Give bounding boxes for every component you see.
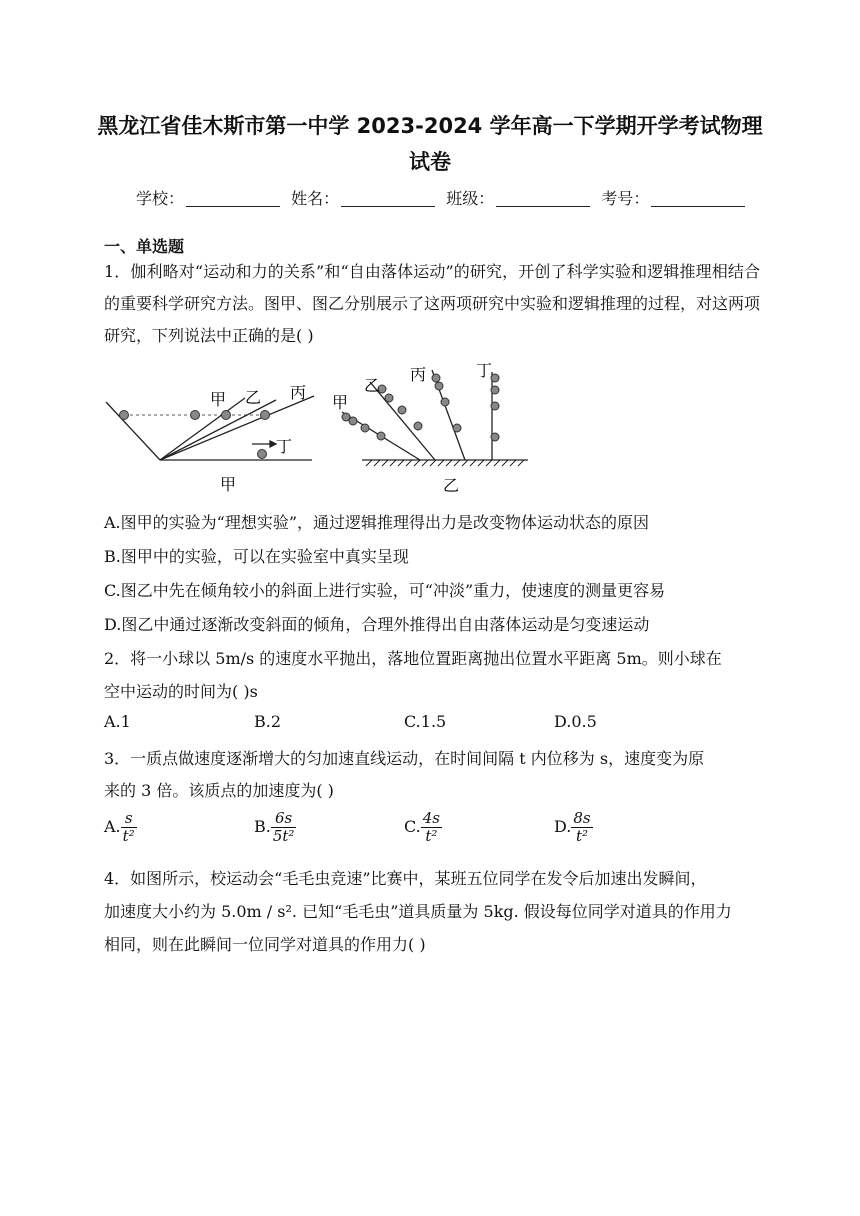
left-caption: 甲 (220, 475, 237, 494)
fraction (571, 810, 592, 845)
school-blank[interactable] (186, 190, 280, 207)
ball (432, 374, 440, 382)
class-label: 班级： (446, 189, 495, 208)
ball (491, 374, 499, 382)
q1-option-a[interactable]: A.图甲的实验为“理想实验”，通过逻辑推理得出力是改变物体运动状态的原因 (104, 513, 650, 532)
q3-option-a[interactable] (104, 810, 137, 845)
ball (435, 382, 443, 390)
q1-stem: 1．伽利略对“运动和力的关系”和“自由落体运动”的研究，开创了科学实验和逻辑推理相结合的重要科学研究方法。图甲、图乙分别展示了这两项研究中实验和逻辑推理的过程，对这两项研究，下列说法中正确的是( ) (104, 262, 761, 345)
fraction (271, 810, 297, 845)
q2-line2: 空中运动的时间为( )s (104, 682, 258, 701)
q3-line1: 3．一质点做速度逐渐增大的匀加速直线运动，在时间间隔 t 内位移为 s，速度变为原 (104, 749, 705, 768)
label-yi: 乙 (245, 388, 262, 407)
right-caption: 乙 (443, 476, 460, 495)
ball (491, 386, 499, 394)
fraction (421, 810, 442, 845)
ball (222, 411, 231, 420)
class-blank[interactable] (496, 190, 590, 207)
q4-line2: 加速度大小约为 5.0m / s². 已知“毛毛虫”道具质量为 5kg. 假设每位同学对道具的作用力 (104, 902, 732, 921)
label-bing-right: 丙 (410, 365, 427, 384)
ball (414, 422, 422, 430)
numerator: s (121, 810, 137, 828)
ball (385, 394, 393, 402)
ball (361, 424, 369, 432)
ball (261, 411, 270, 420)
q3-option-d[interactable] (554, 810, 593, 845)
q2-option-a[interactable]: A.1 (104, 712, 131, 731)
q1-option-c[interactable]: C.图乙中先在倾角较小的斜面上进行实验，可“冲淡”重力，使速度的测量更容易 (104, 581, 666, 600)
option-label: A. (104, 817, 121, 836)
denominator: t² (122, 827, 135, 845)
ball (349, 417, 357, 425)
q1-option-b[interactable]: B.图甲中的实验，可以在实验室中真实呈现 (104, 547, 409, 566)
denominator: t² (425, 827, 438, 845)
ball (377, 432, 385, 440)
numerator: 8s (573, 809, 591, 827)
q2-option-d[interactable]: D.0.5 (554, 712, 597, 731)
ball (441, 398, 449, 406)
ball (491, 433, 499, 441)
q2-option-b[interactable]: B.2 (254, 712, 282, 731)
q2-option-c[interactable]: C.1.5 (404, 712, 447, 731)
ball (120, 411, 129, 420)
option-label: D. (554, 817, 572, 836)
ball (491, 402, 499, 410)
numerator: 4s (422, 809, 441, 827)
student-info-row (136, 186, 736, 209)
exam-number-blank[interactable] (651, 190, 745, 207)
denominator: 5t² (272, 827, 295, 845)
section-title: 一、单选题 (104, 237, 185, 256)
school-label: 学校： (136, 189, 185, 208)
exam-title-line1: 黑龙江省佳木斯市第一中学 2023-2024 学年高一下学期开学考试物理 (97, 114, 763, 138)
ball (453, 424, 461, 432)
q1-figure (100, 360, 540, 500)
name-blank[interactable] (341, 190, 435, 207)
ball (258, 450, 267, 459)
numerator: 6s (271, 810, 297, 828)
ball (191, 411, 200, 420)
option-label: C. (404, 817, 421, 836)
exam-title-line2: 试卷 (409, 150, 451, 174)
q2-line1: 2．将一小球以 5m/s 的速度水平抛出，落地位置距离抛出位置水平距离 5m。则小球在 (104, 649, 722, 668)
label-yi-right: 乙 (364, 376, 381, 395)
label-ding-right: 丁 (476, 361, 493, 380)
q3-option-c[interactable] (404, 810, 442, 845)
label-ding: 丁 (276, 437, 293, 456)
q4-line3: 相同，则在此瞬间一位同学对道具的作用力( ) (104, 935, 426, 954)
q1-option-d[interactable]: D.图乙中通过逐渐改变斜面的倾角，合理外推得出自由落体运动是匀变速运动 (104, 615, 650, 634)
ball (398, 406, 406, 414)
q4-line1: 4．如图所示，校运动会“毛毛虫竞速”比赛中，某班五位同学在发令后加速出发瞬间， (104, 869, 707, 888)
q3-line2: 来的 3 倍。该质点的加速度为( ) (104, 781, 334, 800)
denominator: t² (575, 827, 588, 845)
exam-number-label: 考号： (601, 189, 650, 208)
label-jia: 甲 (210, 390, 227, 409)
label-bing: 丙 (290, 383, 307, 402)
option-label: B. (254, 817, 271, 836)
fraction (121, 810, 137, 845)
name-label: 姓名： (291, 189, 340, 208)
label-jia-right: 甲 (332, 393, 349, 412)
q3-option-b[interactable] (254, 810, 296, 845)
